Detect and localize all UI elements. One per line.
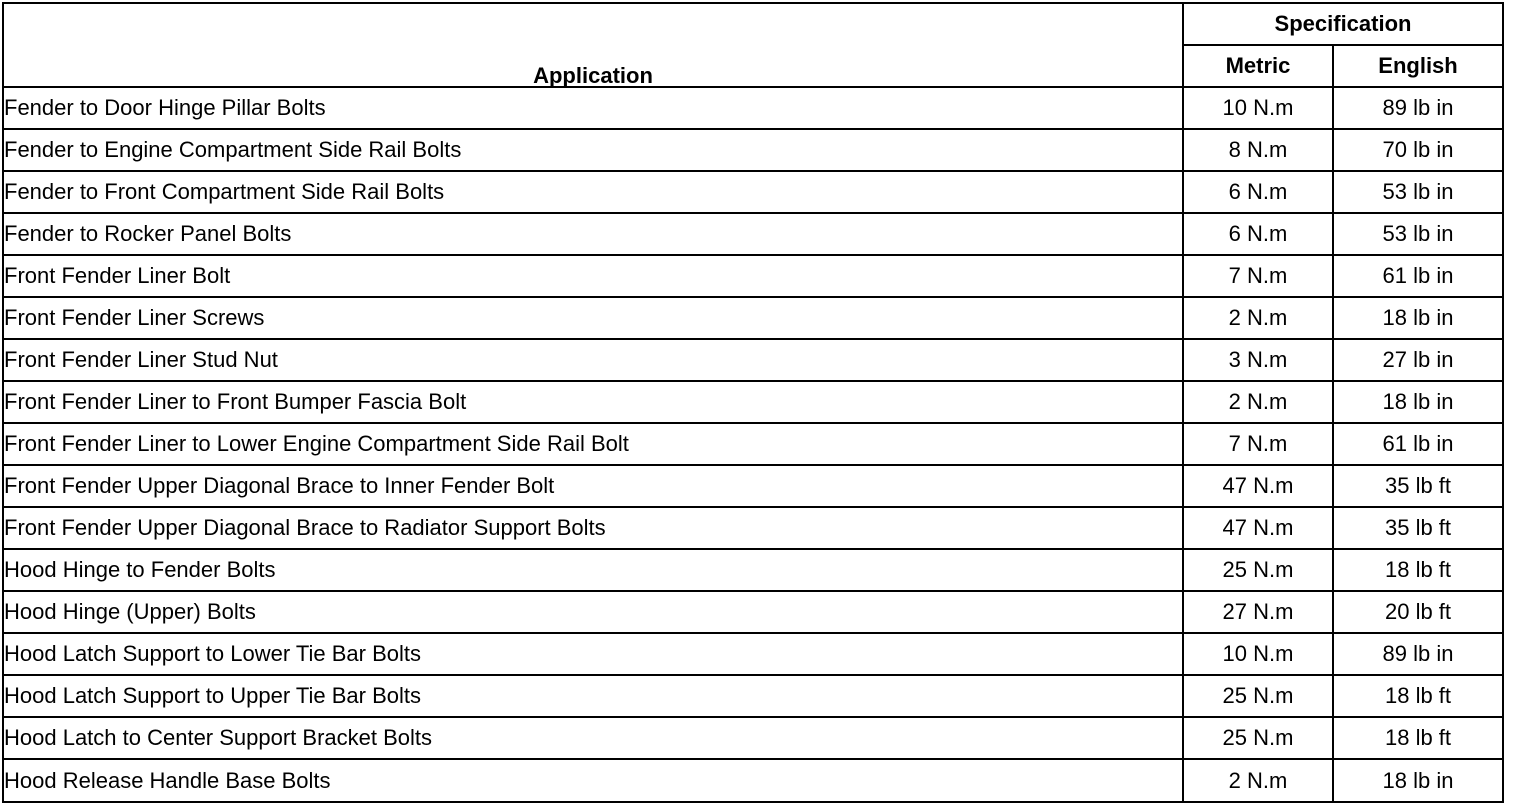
english-cell: 18 lb in [1333, 297, 1503, 339]
metric-cell: 25 N.m [1183, 549, 1333, 591]
english-cell: 89 lb in [1333, 633, 1503, 675]
specification-header: Specification [1183, 3, 1503, 45]
table-body [3, 87, 1503, 802]
application-cell: Front Fender Liner to Lower Engine Compartment Side Rail Bolt [3, 423, 1183, 465]
english-cell: 53 lb in [1333, 171, 1503, 213]
application-header: Application [3, 3, 1183, 87]
english-cell: 35 lb ft [1333, 465, 1503, 507]
table-row [3, 423, 1503, 465]
application-cell: Hood Release Handle Base Bolts [3, 759, 1183, 802]
metric-cell: 2 N.m [1183, 297, 1333, 339]
english-cell: 18 lb ft [1333, 717, 1503, 759]
english-cell: 18 lb ft [1333, 549, 1503, 591]
application-cell: Fender to Engine Compartment Side Rail Bolts [3, 129, 1183, 171]
metric-cell: 2 N.m [1183, 759, 1333, 802]
application-cell: Hood Latch Support to Upper Tie Bar Bolts [3, 675, 1183, 717]
metric-cell: 6 N.m [1183, 171, 1333, 213]
metric-cell: 27 N.m [1183, 591, 1333, 633]
header-row-top [3, 3, 1503, 45]
english-cell: 89 lb in [1333, 87, 1503, 129]
table-row [3, 87, 1503, 129]
table-row [3, 255, 1503, 297]
english-cell: 35 lb ft [1333, 507, 1503, 549]
table-row [3, 633, 1503, 675]
table-row [3, 465, 1503, 507]
fastener-spec-table [2, 2, 1504, 803]
application-cell: Front Fender Upper Diagonal Brace to Inner Fender Bolt [3, 465, 1183, 507]
table-row [3, 381, 1503, 423]
table-row [3, 213, 1503, 255]
application-cell: Front Fender Liner Bolt [3, 255, 1183, 297]
english-cell: 53 lb in [1333, 213, 1503, 255]
english-header: English [1333, 45, 1503, 87]
metric-cell: 6 N.m [1183, 213, 1333, 255]
table-row [3, 675, 1503, 717]
application-cell: Front Fender Liner Stud Nut [3, 339, 1183, 381]
english-cell: 20 lb ft [1333, 591, 1503, 633]
metric-cell: 7 N.m [1183, 255, 1333, 297]
table-row [3, 759, 1503, 802]
table-row [3, 339, 1503, 381]
metric-cell: 3 N.m [1183, 339, 1333, 381]
application-cell: Front Fender Liner Screws [3, 297, 1183, 339]
metric-cell: 10 N.m [1183, 633, 1333, 675]
table-row [3, 171, 1503, 213]
english-cell: 27 lb in [1333, 339, 1503, 381]
metric-cell: 25 N.m [1183, 675, 1333, 717]
table-row [3, 591, 1503, 633]
application-cell: Front Fender Liner to Front Bumper Fascia Bolt [3, 381, 1183, 423]
application-cell: Hood Latch to Center Support Bracket Bolts [3, 717, 1183, 759]
metric-cell: 7 N.m [1183, 423, 1333, 465]
metric-cell: 47 N.m [1183, 465, 1333, 507]
table-row [3, 129, 1503, 171]
english-cell: 70 lb in [1333, 129, 1503, 171]
english-cell: 61 lb in [1333, 423, 1503, 465]
metric-cell: 10 N.m [1183, 87, 1333, 129]
application-cell: Fender to Rocker Panel Bolts [3, 213, 1183, 255]
application-cell: Hood Hinge (Upper) Bolts [3, 591, 1183, 633]
english-cell: 18 lb in [1333, 381, 1503, 423]
metric-cell: 8 N.m [1183, 129, 1333, 171]
table-row [3, 297, 1503, 339]
application-cell: Hood Latch Support to Lower Tie Bar Bolts [3, 633, 1183, 675]
english-cell: 18 lb in [1333, 759, 1503, 802]
table-row [3, 507, 1503, 549]
english-cell: 61 lb in [1333, 255, 1503, 297]
metric-cell: 47 N.m [1183, 507, 1333, 549]
application-cell: Fender to Front Compartment Side Rail Bolts [3, 171, 1183, 213]
metric-cell: 2 N.m [1183, 381, 1333, 423]
application-cell: Fender to Door Hinge Pillar Bolts [3, 87, 1183, 129]
table-row [3, 717, 1503, 759]
table-header [3, 3, 1503, 87]
application-cell: Hood Hinge to Fender Bolts [3, 549, 1183, 591]
metric-header: Metric [1183, 45, 1333, 87]
application-cell: Front Fender Upper Diagonal Brace to Radiator Support Bolts [3, 507, 1183, 549]
english-cell: 18 lb ft [1333, 675, 1503, 717]
metric-cell: 25 N.m [1183, 717, 1333, 759]
table-row [3, 549, 1503, 591]
